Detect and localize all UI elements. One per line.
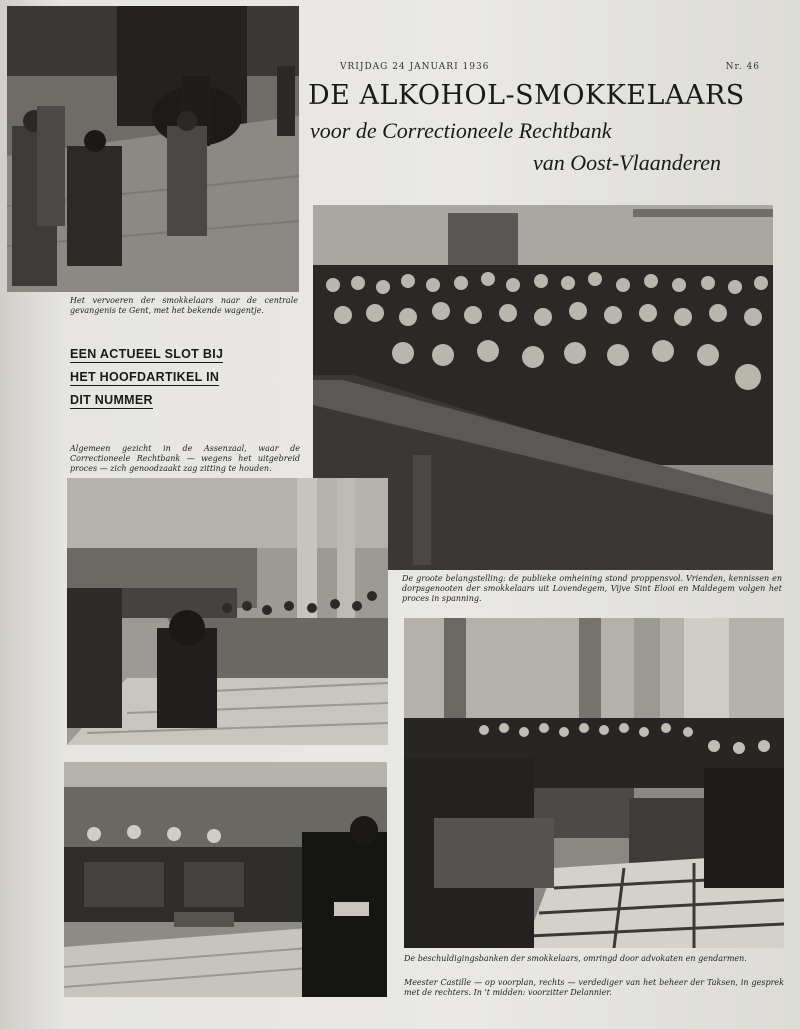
callout-line-3: DIT NUMMER (70, 393, 153, 407)
page-title: DE ALKOHOL-SMOKKELAARS (308, 80, 745, 111)
caption-bench: Meester Castille — op voorplan, rechts — verdediger van het beheer der Taksen, in gesprek met de rechters. In 't midden: voorzitter Delannier. (404, 978, 784, 997)
judges-bench-photo (64, 762, 387, 997)
caption-public: De groote belangstelling: de publieke omheining stond proppensvol. Vrienden, kennissen en dorpsgenooten der smokkelaars uit Lovendegem, Vijve Sint Elooi en Maldegem volgen het proces in spanning. (402, 574, 782, 603)
callout-line-2: HET HOOFDARTIKEL IN (70, 370, 220, 384)
accused-benches-photo (404, 618, 784, 948)
courtroom-photo (67, 478, 388, 745)
callout-box (70, 344, 240, 413)
caption-accused: De beschuldigingsbanken der smokkelaars, omringd door advokaten en gendarmen. (404, 954, 747, 963)
street-scene-photo (7, 6, 299, 292)
subtitle-line-2: van Oost-Vlaanderen (533, 150, 721, 175)
callout-line-1: EEN ACTUEEL SLOT BIJ (70, 347, 224, 361)
caption-overview: Algemeen gezicht in de Assenzaal, waar de Correctioneele Rechtbank — wegens het uitgebreid proces — zich genoodzaakt zag zitting te houden. (70, 444, 300, 473)
caption-transport: Het vervoeren der smokkelaars naar de centrale gevangenis te Gent, met het bekende wagentje. (70, 296, 298, 315)
issue-date: VRIJDAG 24 JANUARI 1936 (340, 62, 490, 72)
subtitle-line-1: voor de Correctioneele Rechtbank (310, 118, 612, 143)
masthead (340, 62, 760, 72)
issue-number: Nr. 46 (725, 62, 760, 72)
